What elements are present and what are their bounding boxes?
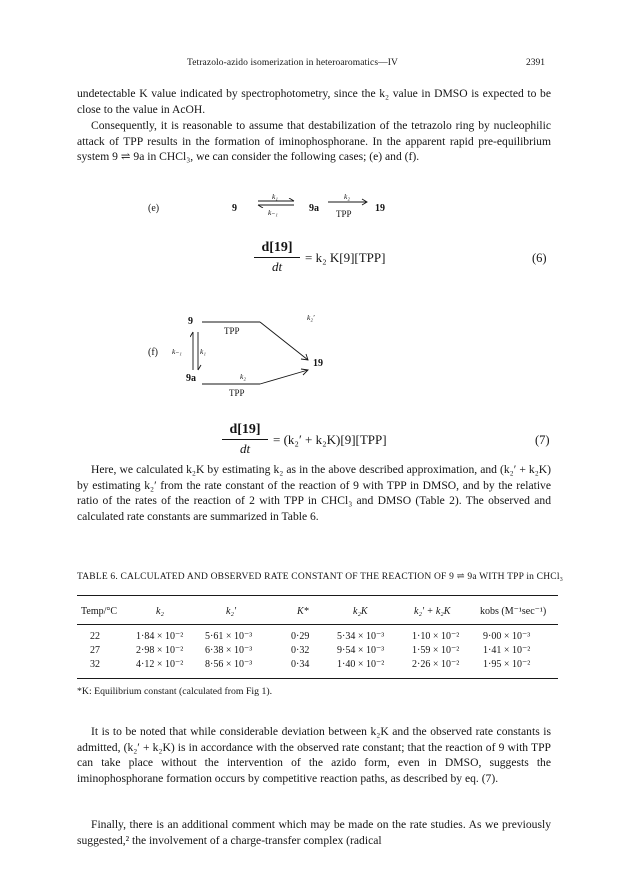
- table-cell: 8·56 × 10⁻³: [205, 659, 253, 670]
- eq7-numerator: d[19]: [229, 422, 261, 437]
- table-cell: 6·38 × 10⁻³: [205, 645, 253, 656]
- table-cell: 1·59 × 10⁻²: [412, 645, 460, 656]
- table-cell: 27: [90, 645, 100, 656]
- table-header-cell: kobs (M⁻¹sec⁻¹): [480, 606, 547, 617]
- table-header-rule: [77, 624, 558, 625]
- eq7-denominator: dt: [239, 441, 251, 456]
- table-header-cell: Temp/°C: [81, 606, 118, 617]
- eq7-rhs: = (k₂′ + k₂K)[9][TPP]: [273, 432, 387, 447]
- eq6-denominator: dt: [271, 259, 283, 274]
- table-cell: 1·41 × 10⁻²: [483, 645, 531, 656]
- eq6-numerator: d[19]: [261, 240, 293, 255]
- table-cell: 2·26 × 10⁻²: [412, 659, 460, 670]
- page-number: 2391: [526, 58, 545, 68]
- eq6-number: (6): [532, 251, 547, 265]
- eq6-rhs: = k₂ K[9][TPP]: [305, 250, 386, 265]
- table-cell: 5·61 × 10⁻³: [205, 631, 253, 642]
- scheme-f-top-species: 9: [188, 316, 193, 327]
- scheme-e-product: 19: [375, 203, 385, 214]
- eq7-fraction: [222, 422, 268, 457]
- paragraph-2: Consequently, it is reasonable to assume that destabilization of the tetrazolo ring by nucleophilic attack of TPP results in the formation of iminophosphorane. In the apparent rapid pre-equilibrium system 9 ⇌ 9a in CHCl₃, we can consider the following cases; (e) and (f).: [77, 119, 551, 164]
- table-header-cell: k₂′: [226, 606, 237, 617]
- scheme-e-reactant: 9: [232, 203, 237, 214]
- scheme-f-k-reverse: k₋₁: [172, 347, 182, 356]
- scheme-f-arrows: [200, 318, 320, 390]
- scheme-e-equilibrium-arrow: [256, 198, 296, 208]
- scheme-e-reagent: TPP: [336, 209, 352, 219]
- table-cell: 2·98 × 10⁻²: [136, 645, 184, 656]
- paragraph-5: Finally, there is an additional comment which may be made on the rate studies. As we previously suggested,² the involvement of a charge-transfer complex (radical: [77, 818, 551, 847]
- table-cell: 5·34 × 10⁻³: [337, 631, 385, 642]
- table-header-cell: k₂: [156, 606, 164, 617]
- scheme-e-intermediate: 9a: [309, 203, 319, 214]
- scheme-e-k-reverse: k₋₁: [268, 208, 278, 217]
- eq6-fraction: [254, 240, 300, 275]
- scheme-f-bottom-species: 9a: [186, 373, 196, 384]
- table-cell: 0·32: [291, 645, 310, 656]
- table-cell: 32: [90, 659, 100, 670]
- table-caption: TABLE 6. CALCULATED AND OBSERVED RATE CONSTANT OF THE REACTION OF 9 ⇌ 9a WITH TPP in CHCl₃: [77, 572, 564, 582]
- scheme-e-arrow: [326, 198, 370, 206]
- table-header-cell: K*: [297, 606, 309, 617]
- table-cell: 9·54 × 10⁻³: [337, 645, 385, 656]
- paragraph-4: It is to be noted that while considerable deviation between k₂K and the observed rate constants is admitted, (k₂′ + k₂K) is in accordance with the observed rate constant; that the reaction of 9 with TPP can take place without the intervention of the azido form, even in DMSO, suggests the iminophosphorane formation occurs by competitive reaction paths, as described by eq. (7).: [77, 725, 551, 785]
- table-header-cell: k₂′ + k₂K: [414, 606, 451, 617]
- table-cell: 1·95 × 10⁻²: [483, 659, 531, 670]
- table-cell: 22: [90, 631, 100, 642]
- scheme-f-product: 19: [313, 358, 323, 369]
- table-header-cell: k₂K: [353, 606, 368, 617]
- scheme-f-k-top: k₂′: [307, 313, 315, 322]
- table-footnote: *K: Equilibrium constant (calculated from Fig 1).: [77, 686, 273, 697]
- paragraph-1: undetectable K value indicated by spectrophotometry, since the k₂ value in DMSO is expected to be close to the value in AcOH.: [77, 87, 551, 116]
- running-title: Tetrazolo-azido isomerization in heteroaromatics—IV: [187, 58, 398, 68]
- table-cell: 1·84 × 10⁻²: [136, 631, 184, 642]
- paragraph-3: Here, we calculated k₂K by estimating k₂ as in the above described approximation, and (k₂′ + k₂K) by estimating k₂′ from the rate constant of the reaction of 9 with TPP in DMSO, and by the relative ratio of the rates of the reaction of 2 with TPP in CHCl₃ and DMSO (Table 2). The observed and calculated rate constants are summarized in Table 6.: [77, 463, 551, 523]
- scheme-f-reagent-top: TPP: [224, 326, 240, 336]
- running-header: [77, 58, 547, 72]
- scheme-f-k-bottom: k₂: [240, 372, 246, 381]
- scheme-f-k-forward: k₁: [200, 347, 206, 356]
- scheme-e-label: (e): [148, 203, 160, 214]
- scheme-f-label: (f): [148, 347, 158, 358]
- table-bottom-rule: [77, 678, 558, 679]
- table-cell: 9·00 × 10⁻³: [483, 631, 531, 642]
- table-cell: 4·12 × 10⁻²: [136, 659, 184, 670]
- scheme-f-reagent-bottom: TPP: [229, 388, 245, 398]
- eq7-fraction-bar: [222, 439, 268, 440]
- table-top-rule: [77, 595, 558, 596]
- table-cell: 1·10 × 10⁻²: [412, 631, 460, 642]
- table-cell: 0·29: [291, 631, 310, 642]
- scheme-e-k-second: k₂: [344, 192, 350, 201]
- table-cell: 0·34: [291, 659, 310, 670]
- scheme-e-k-forward: k₁: [272, 192, 278, 201]
- eq7-number: (7): [535, 433, 550, 447]
- table-cell: 1·40 × 10⁻²: [337, 659, 385, 670]
- eq6-fraction-bar: [254, 257, 300, 258]
